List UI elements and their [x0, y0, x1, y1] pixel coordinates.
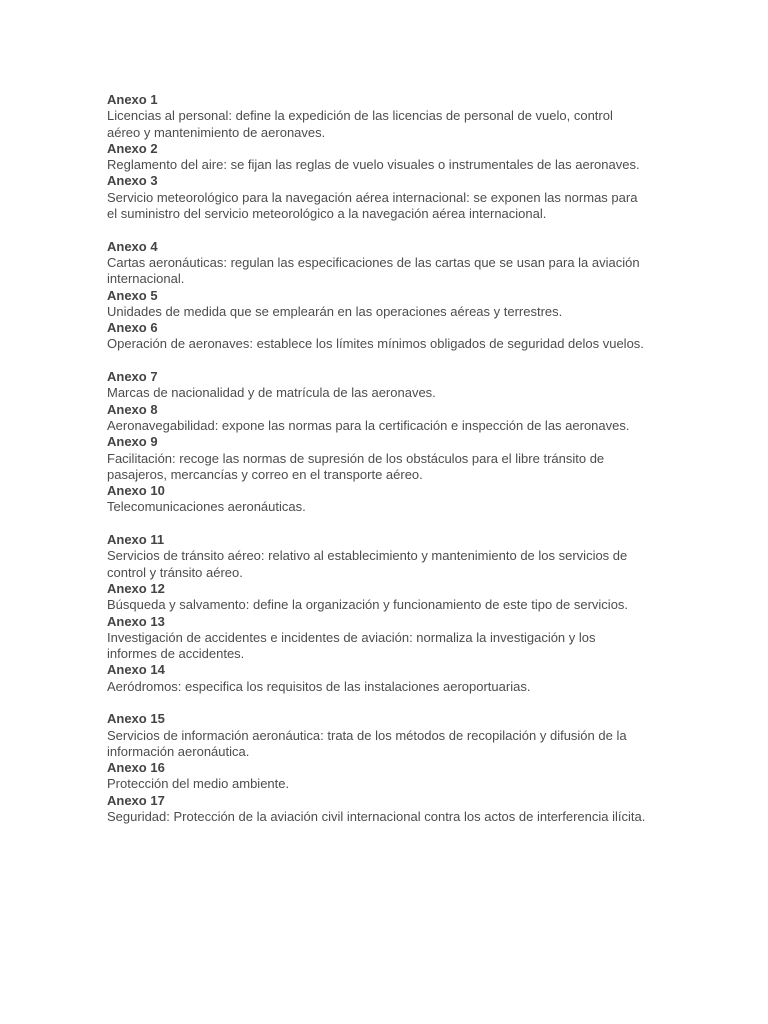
annex-group [107, 711, 647, 825]
annex-description: Reglamento del aire: se fijan las reglas de vuelo visuales o instrumentales de las aeronaves. [107, 157, 640, 173]
annex-title: Anexo 16 [107, 760, 165, 776]
annex-description: Unidades de medida que se emplearán en las operaciones aéreas y terrestres. [107, 303, 563, 319]
annex-description: Operación de aeronaves: establece los límites mínimos obligados de seguridad delos vuelos. [107, 336, 644, 352]
annex-description: Servicios de información aeronáutica: trata de los métodos de recopilación y difusión de la información aeronáutica. [107, 727, 627, 759]
annex-entry [107, 434, 647, 483]
annex-description: Investigación de accidentes e incidentes de aviación: normaliza la investigación y los informes de accidentes. [107, 629, 596, 662]
annex-title: Anexo 14 [107, 662, 165, 678]
annex-title: Anexo 9 [107, 434, 158, 450]
annex-entry [107, 532, 647, 581]
annex-entry [107, 662, 647, 695]
annex-group [107, 369, 647, 516]
annex-description: Búsqueda y salvamento: define la organización y funcionamiento de este tipo de servicios. [107, 597, 629, 613]
annex-entry [107, 320, 647, 353]
annex-entry [107, 614, 647, 663]
annex-title: Anexo 8 [107, 401, 158, 417]
annex-title: Anexo 10 [107, 483, 165, 499]
annex-title: Anexo 13 [107, 613, 165, 629]
annex-description: Servicios de tránsito aéreo: relativo al establecimiento y mantenimiento de los servicios de control y tránsito aéreo. [107, 548, 628, 580]
annex-title: Anexo 7 [107, 369, 158, 385]
annex-description: Licencias al personal: define la expedición de las licencias de personal de vuelo, control aéreo y mantenimiento de aeronaves. [107, 108, 613, 140]
annex-description: Facilitación: recoge las normas de supresión de los obstáculos para el libre tránsito de pasajeros, mercancías y correo en el transporte aéreo. [107, 450, 605, 482]
annex-title: Anexo 1 [107, 92, 158, 107]
annex-title: Anexo 6 [107, 320, 158, 336]
annex-entry [107, 793, 647, 826]
annex-group [107, 239, 647, 353]
annex-title: Anexo 12 [107, 580, 165, 596]
annex-description: Telecomunicaciones aeronáuticas. [107, 499, 306, 515]
annex-title: Anexo 11 [107, 532, 165, 548]
annex-entry [107, 141, 647, 174]
annex-description: Marcas de nacionalidad y de matrícula de las aeronaves. [107, 385, 436, 401]
annex-title: Anexo 3 [107, 173, 158, 189]
annex-title: Anexo 15 [107, 711, 165, 727]
annex-title: Anexo 5 [107, 287, 158, 303]
annex-entry [107, 173, 647, 222]
annex-entry [107, 92, 647, 141]
annex-entry [107, 711, 647, 760]
annex-title: Anexo 2 [107, 140, 158, 156]
annex-entry [107, 581, 647, 614]
annex-entry [107, 402, 647, 435]
annex-description: Protección del medio ambiente. [107, 776, 290, 792]
annex-description: Servicio meteorológico para la navegación aérea internacional: se exponen las normas para el suministro del servicio meteorológico a la navegación aérea internacional. [107, 189, 638, 222]
annex-group [107, 92, 647, 222]
annex-title: Anexo 4 [107, 238, 158, 254]
annex-description: Aeronavegabilidad: expone las normas para la certificación e inspección de las aeronaves. [107, 417, 630, 433]
annex-entry [107, 760, 647, 793]
annex-entry [107, 369, 647, 402]
annex-description: Cartas aeronáuticas: regulan las especificaciones de las cartas que se usan para la aviación internacional. [107, 254, 640, 287]
annex-title: Anexo 17 [107, 792, 165, 808]
annex-entry [107, 483, 647, 516]
annex-description: Aeródromos: especifica los requisitos de las instalaciones aeroportuarias. [107, 678, 531, 694]
annex-description: Seguridad: Protección de la aviación civil internacional contra los actos de interferencia ilícita. [107, 809, 646, 825]
annex-group [107, 532, 647, 695]
annex-entry [107, 288, 647, 321]
document-body [107, 92, 647, 842]
annex-entry [107, 239, 647, 288]
